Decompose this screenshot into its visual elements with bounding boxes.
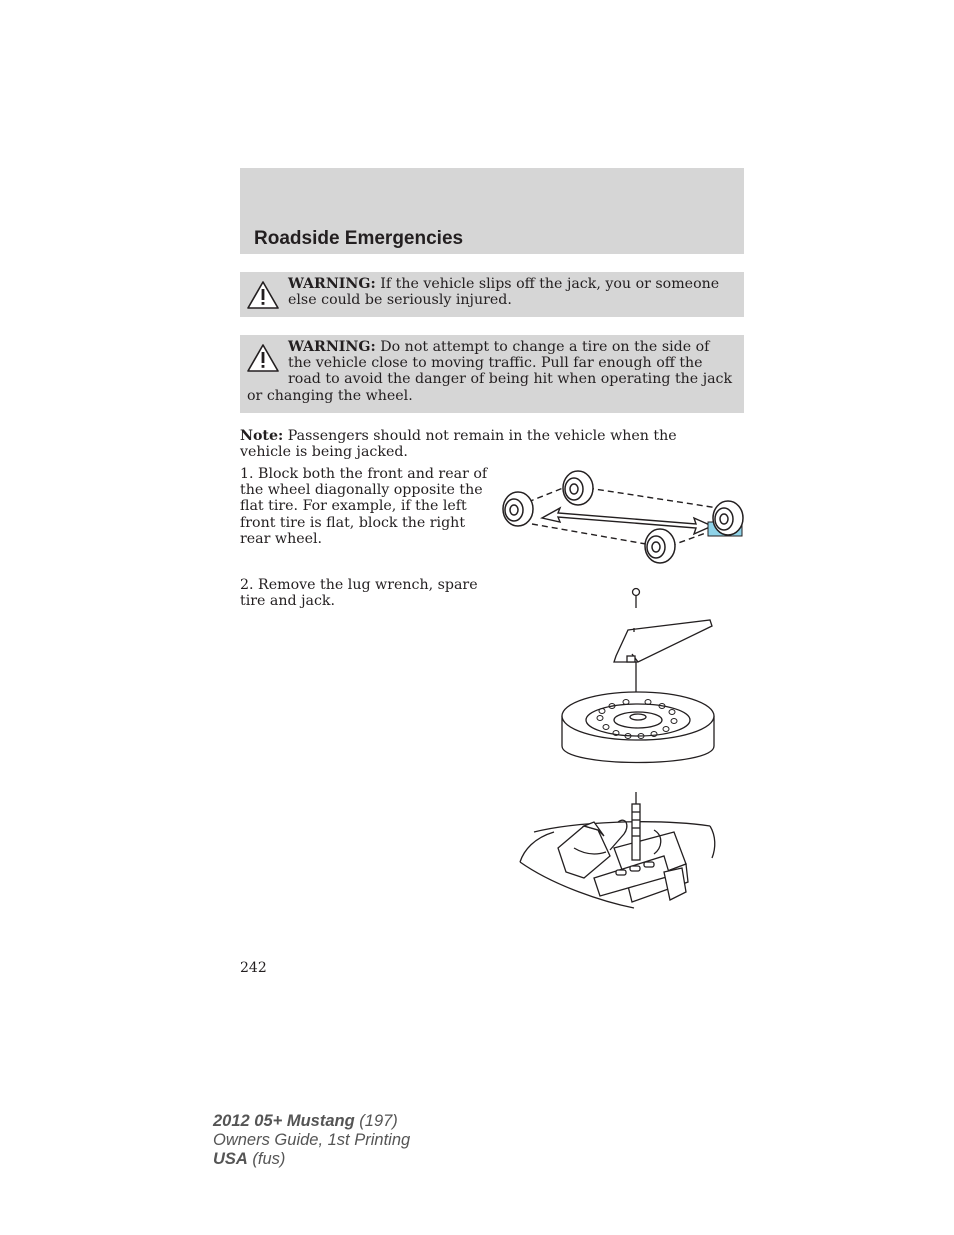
footer-publication-info [213,1112,410,1169]
warning-triangle-icon [247,343,279,373]
section-title: Roadside Emergencies [254,228,464,249]
warning-label: WARNING: [288,339,376,355]
warning-text: Do not attempt to change a tire on the side of the vehicle close to moving traffic. Pull far enough off the road to avoid the danger of being hit when operating the jack or changing the wheel. [247,339,733,404]
warning-box-1 [240,272,744,317]
note-label: Note: [240,428,284,444]
wheel-blocking-diagram [500,466,746,566]
note-paragraph [240,428,730,460]
warning-box-2 [240,335,744,413]
footer-market: USA [213,1150,248,1168]
warning-text: If the vehicle slips off the jack, you or someone else could be seriously injured. [288,276,720,309]
section-header-band [240,168,744,254]
footer-line-3 [213,1150,410,1169]
footer-market-code: (fus) [247,1150,286,1168]
warning-triangle-icon [247,280,279,310]
step-1-text: 1. Block both the front and rear of the wheel diagonally opposite the flat tire. For example, if the left front tire is flat, block the right rear wheel. [240,466,488,547]
footer-line-1 [213,1112,410,1131]
note-text: Passengers should not remain in the vehicle when the vehicle is being jacked. [240,428,677,461]
warning-label: WARNING: [288,276,376,292]
spare-tire-jack-diagram [514,586,746,916]
footer-model: 2012 05+ Mustang [213,1112,355,1130]
footer-model-code: (197) [354,1112,398,1130]
step-2-text: 2. Remove the lug wrench, spare tire and jack. [240,577,478,610]
page-number: 242 [240,960,267,976]
footer-line-2: Owners Guide, 1st Printing [213,1131,411,1149]
